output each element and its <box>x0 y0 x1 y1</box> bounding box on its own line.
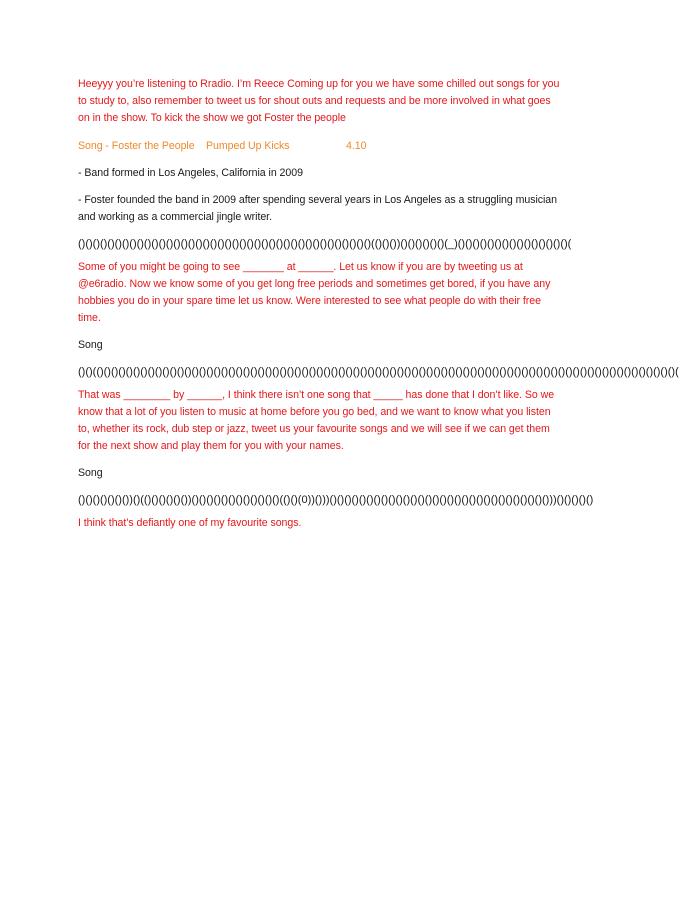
band-fact-2: - Foster founded the band in 2009 after spending several years in Los Angeles as a struggling musician and working as a commercial jingle writer. <box>78 194 557 223</box>
song-label-1: Song <box>78 339 103 351</box>
song-title: Pumped Up Kicks <box>206 140 290 152</box>
talk-paragraph-1: Some of you might be going to see _______ at ______. Let us know if you are by tweeting us at @e6radio. Now we know some of you get long free periods and sometimes get bored, if you have any hobbies you do in your spare time let us know. Were interested to see what people do with their free time. <box>78 261 551 324</box>
song-duration: 4.10 <box>346 140 367 152</box>
separator-line-1: ()()()()()()()()()()()()()()()()()()()()()()()()()()()()()()()()()()()()()()()()(()()())()()()()()()(_)()()()()()()()()()()()()()()()( <box>78 238 572 250</box>
talk-paragraph-2: That was ________ by ______, I think there isn’t one song that _____ has done that I don’t like. So we know that a lot of you listen to music at home before you go bed, and we want to know what you listen to, whether its rock, dub step or jazz, tweet us your favourite songs and we will see if we can get them for the next show and play them for you with your names. <box>78 389 555 452</box>
song-label-2: Song <box>78 467 103 479</box>
song-info-line <box>78 138 562 155</box>
document-body <box>78 76 679 532</box>
intro-paragraph: Heeyyy you’re listening to Rradio. I’m Reece Coming up for you we have some chilled out songs for you to study to, also remember to tweet us for shout outs and requests and be more involved in what goes on in the show. To kick the show we got Foster the people <box>78 78 560 124</box>
closing-line: I think that’s defiantly one of my favourite songs. <box>78 517 302 529</box>
song-artist: Song - Foster the People <box>78 140 195 152</box>
separator-line-3: ()()()()()()())()(()()()()()())()()()()()()()()()()()()(()()(0))()))()()()()()()()()()()()()()()()()()()()()()()()()()()()()()()))()()()()() <box>78 494 594 506</box>
band-fact-1: - Band formed in Los Angeles, California in 2009 <box>78 167 303 179</box>
separator-line-2: ()()(()()()()()()()()()()()()()()()()()()()()()()()()()()()()()()()()()()()()()()()()()()()()()()()()()()()()()()()()()()()()()()()()()()()()()()()()()()()()()()()( <box>78 366 679 378</box>
